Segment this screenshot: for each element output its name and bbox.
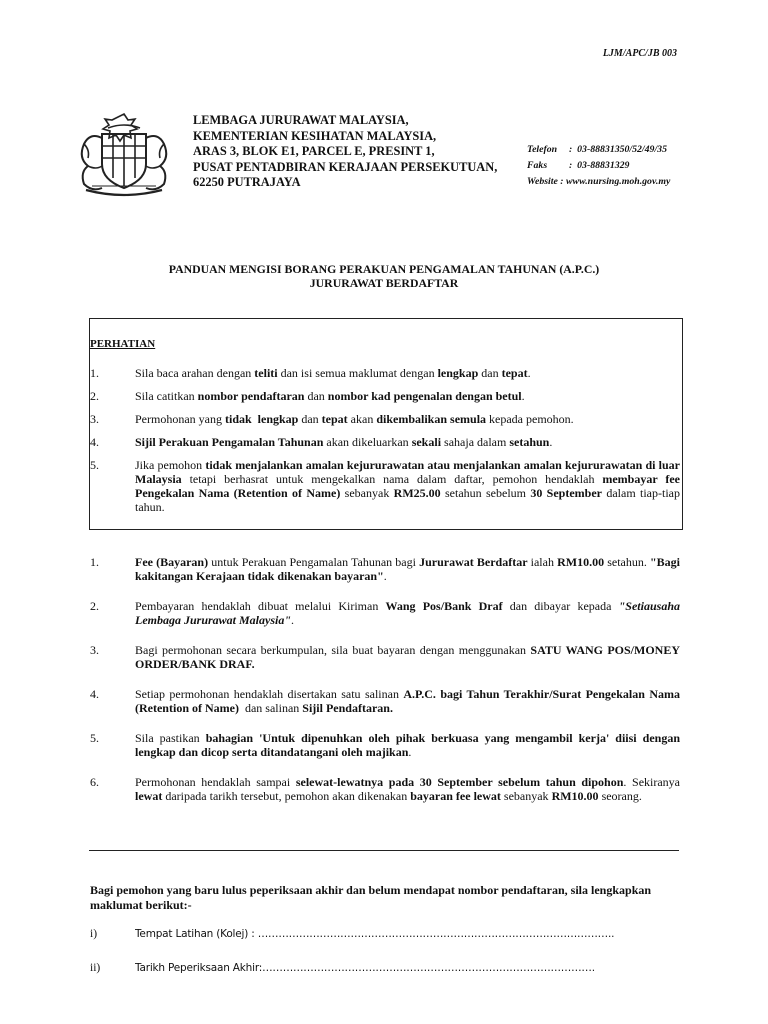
address-line: PUSAT PENTADBIRAN KERAJAAN PERSEKUTUAN, [193,159,498,174]
notice-heading [90,338,155,350]
document-title [0,262,768,290]
item-text: Sila baca arahan dengan teliti dan isi semua maklumat dengan lengkap dan tepat. [135,366,531,380]
list-item [90,366,680,380]
final-exam-date-field[interactable] [90,962,680,974]
item-number: 2. [90,599,99,613]
field-number: ii) [90,962,101,974]
item-text: Permohonan hendaklah sampai selewat-lewatnya pada 30 September sebelum tahun dipohon. Sekiranya lewat daripada tarikh tersebut, pemohon akan dikenakan bayaran fee lewat sebanyak RM10.00 seorang. [135,775,681,803]
list-item [90,731,680,759]
list-item [90,687,684,715]
item-text: Fee (Bayaran) untuk Perakuan Pengamalan Tahunan bagi Jururawat Berdaftar ialah RM10.00 setahun. "Bagi kakitangan Kerajaan tidak dikenakan bayaran". [135,555,680,583]
item-text: Bagi permohonan secara berkumpulan, sila buat bayaran dengan menggunakan SATU WANG POS/MONEY ORDER/BANK DRAF. [135,643,681,671]
item-number: 5. [90,458,99,472]
item-text: Sila catitkan nombor pendaftaran dan nombor kad pengenalan dengan betul. [135,389,525,403]
address-line: 62250 PUTRAJAYA [193,175,301,189]
item-text: Pembayaran hendaklah dibuat melalui Kiriman Wang Pos/Bank Draf dan dibayar kepada "Setiausaha Lembaga Jururawat Malaysia". [135,599,680,627]
form-reference-code: LJM/APC/JB 003 [602,48,677,59]
telefon-label: Telefon [527,144,558,155]
field-label[interactable]: Tarikh Peperiksaan Akhir:……………………………………………………………………………………. [135,962,595,974]
list-item [90,643,680,671]
item-number: 1. [90,555,99,569]
item-text: Jika pemohon tidak menjalankan amalan kejururawatan atau menjalankan amalan kejururawatan di luar Malaysia tetapi berhasrat untuk mengekalkan nama dalam daftar, pemohon hendaklah membayar fee Pengekalan Nama (Retention of Name) sebanyak RM25.00 setahun sebelum 30 September dalam tiap-tiap tahun. [135,458,681,514]
item-text: Sijil Perakuan Pengamalan Tahunan akan dikeluarkan sekali sahaja dalam setahun. [135,435,553,449]
title-line-2: JURURAWAT BERDAFTAR [309,276,459,290]
newcomer-heading: Bagi pemohon yang baru lulus peperiksaan akhir dan belum mendapat nombor pendaftaran, sila lengkapkan maklumat berikut:- [90,883,652,912]
instructions-list [90,555,684,819]
section-divider [89,850,679,851]
website-text: Website : www.nursing.moh.gov.my [527,176,671,187]
list-item [90,775,680,803]
item-text: Sila pastikan bahagian 'Untuk dipenuhkan oleh pihak berkuasa yang mengambil kerja' diisi dengan lengkap dan dicop serta ditandatangani oleh majikan. [135,731,680,759]
item-number: 1. [90,366,99,380]
list-item [90,435,680,449]
item-text: Setiap permohonan hendaklah disertakan satu salinan A.P.C. bagi Tahun Terakhir/Surat Pengekalan Nama (Retention of Name) dan salinan Sijil Pendaftaran. [135,687,684,715]
address-line: LEMBAGA JURURAWAT MALAYSIA, [193,113,409,127]
item-number: 2. [90,389,99,403]
list-item [90,412,680,426]
list-item [90,599,680,627]
list-item [90,458,680,514]
item-number: 4. [90,435,99,449]
title-line-1: PANDUAN MENGISI BORANG PERAKUAN PENGAMALAN TAHUNAN (A.P.C.) [168,262,600,276]
address-block [193,113,497,191]
list-item [90,555,680,583]
address-line: ARAS 3, BLOK E1, PARCEL E, PRESINT 1, [193,144,435,158]
faks-row [527,158,670,174]
list-item [90,389,680,403]
telefon-value: : 03-88831350/52/49/35 [569,144,667,155]
website-row [527,174,670,190]
contact-block [527,142,670,190]
item-number: 3. [90,643,99,657]
item-text: Permohonan yang tidak lengkap dan tepat akan dikembalikan semula kepada pemohon. [135,412,574,426]
item-number: 4. [90,687,99,701]
address-line: KEMENTERIAN KESIHATAN MALAYSIA, [193,128,437,143]
training-college-field[interactable] [90,928,680,940]
item-number: 6. [90,775,99,789]
faks-value: : 03-88831329 [569,160,630,171]
field-label[interactable]: Tempat Latihan (Kolej) : ………………………………………………………………………………………….. [135,928,615,940]
item-number: 5. [90,731,99,745]
notice-list [90,366,680,523]
faks-label: Faks [527,160,548,171]
notice-heading-text: PERHATIAN [90,338,156,350]
field-number: i) [90,928,98,940]
item-number: 3. [90,412,99,426]
malaysia-coat-of-arms-icon [72,108,176,198]
telefon-row [527,142,670,158]
